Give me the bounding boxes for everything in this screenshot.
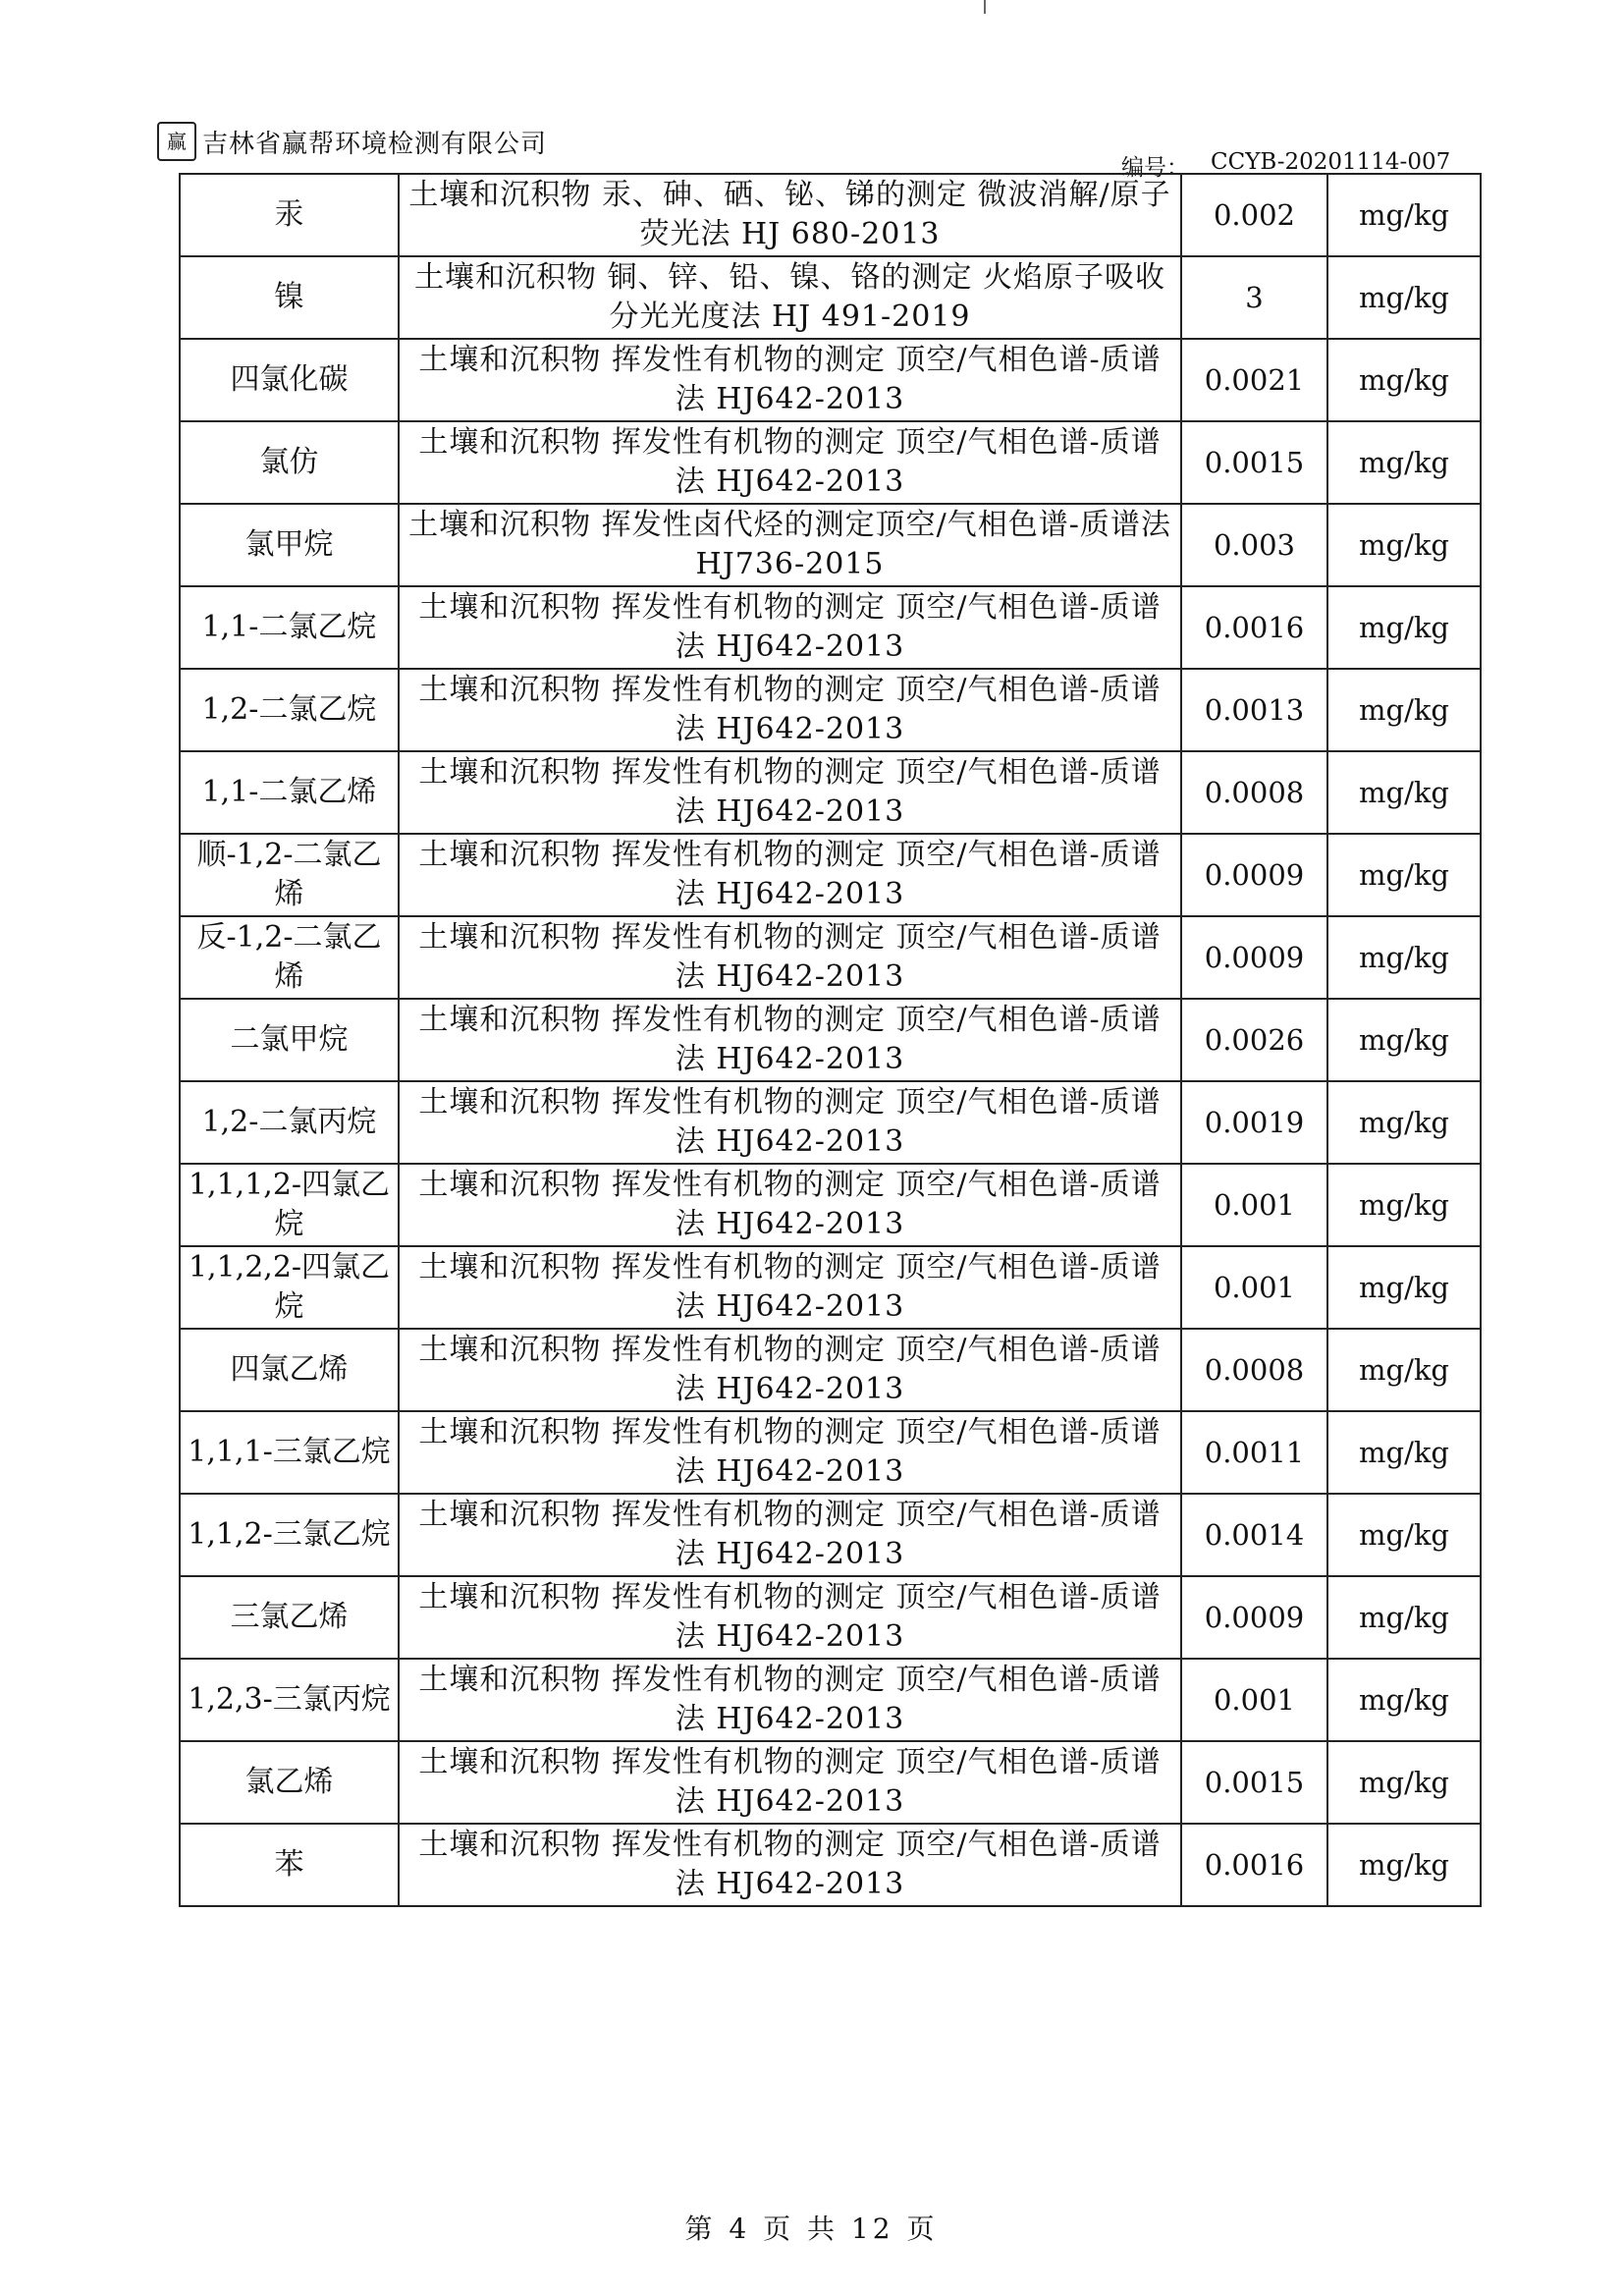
unit-cell: mg/kg — [1327, 1246, 1481, 1329]
unit-cell: mg/kg — [1327, 174, 1481, 256]
table-row — [180, 1329, 1481, 1411]
detection-limit-cell: 0.003 — [1181, 504, 1327, 586]
unit-cell: mg/kg — [1327, 1164, 1481, 1246]
unit-cell: mg/kg — [1327, 256, 1481, 339]
method-standard-cell: 土壤和沉积物 挥发性有机物的测定 顶空/气相色谱-质谱法 HJ642-2013 — [399, 916, 1181, 999]
method-standard-cell: 土壤和沉积物 挥发性有机物的测定 顶空/气相色谱-质谱法 HJ642-2013 — [399, 1246, 1181, 1329]
method-standard-cell: 土壤和沉积物 挥发性有机物的测定 顶空/气相色谱-质谱法 HJ642-2013 — [399, 339, 1181, 421]
detection-limit-cell: 0.002 — [1181, 174, 1327, 256]
detection-limit-cell: 0.0009 — [1181, 1576, 1327, 1659]
analyte-name-cell: 1,1,1-三氯乙烷 — [180, 1411, 399, 1494]
table-row — [180, 586, 1481, 669]
analyte-name-cell: 二氯甲烷 — [180, 999, 399, 1081]
table-row — [180, 339, 1481, 421]
analyte-name-cell: 三氯乙烯 — [180, 1576, 399, 1659]
unit-cell: mg/kg — [1327, 751, 1481, 834]
detection-limit-cell: 0.001 — [1181, 1246, 1327, 1329]
unit-cell: mg/kg — [1327, 421, 1481, 504]
analyte-name-cell: 氯甲烷 — [180, 504, 399, 586]
table-row — [180, 256, 1481, 339]
method-standard-cell: 土壤和沉积物 挥发性有机物的测定 顶空/气相色谱-质谱法 HJ642-2013 — [399, 1824, 1181, 1906]
detection-limit-cell: 0.0015 — [1181, 1741, 1327, 1824]
analyte-name-cell: 1,1-二氯乙烯 — [180, 751, 399, 834]
detection-limit-cell: 0.0016 — [1181, 586, 1327, 669]
unit-cell: mg/kg — [1327, 916, 1481, 999]
unit-cell: mg/kg — [1327, 1329, 1481, 1411]
detection-limit-cell: 0.0013 — [1181, 669, 1327, 751]
table-row — [180, 1081, 1481, 1164]
analyte-name-cell: 1,1,2-三氯乙烷 — [180, 1494, 399, 1576]
method-standard-cell: 土壤和沉积物 挥发性有机物的测定 顶空/气相色谱-质谱法 HJ642-2013 — [399, 834, 1181, 916]
method-standard-cell: 土壤和沉积物 挥发性有机物的测定 顶空/气相色谱-质谱法 HJ642-2013 — [399, 1741, 1181, 1824]
unit-cell: mg/kg — [1327, 1411, 1481, 1494]
method-standard-cell: 土壤和沉积物 铜、锌、铅、镍、铬的测定 火焰原子吸收分光光度法 HJ 491-2019 — [399, 256, 1181, 339]
unit-cell: mg/kg — [1327, 504, 1481, 586]
method-standard-cell: 土壤和沉积物 汞、砷、硒、铋、锑的测定 微波消解/原子荧光法 HJ 680-2013 — [399, 174, 1181, 256]
detection-limit-cell: 0.0014 — [1181, 1494, 1327, 1576]
table-row — [180, 1411, 1481, 1494]
analyte-name-cell: 1,2-二氯丙烷 — [180, 1081, 399, 1164]
table-row — [180, 1741, 1481, 1824]
detection-limit-cell: 0.0026 — [1181, 999, 1327, 1081]
analyte-name-cell: 四氯化碳 — [180, 339, 399, 421]
report-number-value: CCYB-20201114-007 — [1211, 149, 1451, 175]
report-number-label: 编号： — [1121, 155, 1189, 181]
detection-limit-cell: 0.0009 — [1181, 916, 1327, 999]
analyte-name-cell: 1,1,2,2-四氯乙烷 — [180, 1246, 399, 1329]
method-standard-cell: 土壤和沉积物 挥发性有机物的测定 顶空/气相色谱-质谱法 HJ642-2013 — [399, 1081, 1181, 1164]
table-row — [180, 669, 1481, 751]
table-row — [180, 1164, 1481, 1246]
table-row — [180, 1824, 1481, 1906]
method-standard-cell: 土壤和沉积物 挥发性有机物的测定 顶空/气相色谱-质谱法 HJ642-2013 — [399, 751, 1181, 834]
detection-limit-cell: 0.0009 — [1181, 834, 1327, 916]
analyte-name-cell: 四氯乙烯 — [180, 1329, 399, 1411]
detection-limit-cell: 0.0021 — [1181, 339, 1327, 421]
analyte-name-cell: 顺-1,2-二氯乙烯 — [180, 834, 399, 916]
analyte-name-cell: 苯 — [180, 1824, 399, 1906]
table-row — [180, 751, 1481, 834]
method-standard-cell: 土壤和沉积物 挥发性有机物的测定 顶空/气相色谱-质谱法 HJ642-2013 — [399, 586, 1181, 669]
table-row — [180, 174, 1481, 256]
unit-cell: mg/kg — [1327, 1824, 1481, 1906]
analyte-name-cell: 汞 — [180, 174, 399, 256]
table-row — [180, 504, 1481, 586]
method-standard-cell: 土壤和沉积物 挥发性有机物的测定 顶空/气相色谱-质谱法 HJ642-2013 — [399, 1164, 1181, 1246]
table-row — [180, 1659, 1481, 1741]
method-standard-cell: 土壤和沉积物 挥发性有机物的测定 顶空/气相色谱-质谱法 HJ642-2013 — [399, 1659, 1181, 1741]
detection-limit-cell: 0.0015 — [1181, 421, 1327, 504]
unit-cell: mg/kg — [1327, 1494, 1481, 1576]
analyte-name-cell: 镍 — [180, 256, 399, 339]
table-row — [180, 1576, 1481, 1659]
unit-cell: mg/kg — [1327, 999, 1481, 1081]
table-row — [180, 999, 1481, 1081]
method-standard-cell: 土壤和沉积物 挥发性有机物的测定 顶空/气相色谱-质谱法 HJ642-2013 — [399, 1329, 1181, 1411]
method-standard-cell: 土壤和沉积物 挥发性有机物的测定 顶空/气相色谱-质谱法 HJ642-2013 — [399, 669, 1181, 751]
page-number: 第 4 页 共 12 页 — [684, 2213, 939, 2245]
table-row — [180, 1246, 1481, 1329]
unit-cell: mg/kg — [1327, 1576, 1481, 1659]
method-standard-cell: 土壤和沉积物 挥发性有机物的测定 顶空/气相色谱-质谱法 HJ642-2013 — [399, 1411, 1181, 1494]
detection-limit-cell: 3 — [1181, 256, 1327, 339]
unit-cell: mg/kg — [1327, 1081, 1481, 1164]
unit-cell: mg/kg — [1327, 1659, 1481, 1741]
detection-limit-cell: 0.0016 — [1181, 1824, 1327, 1906]
table-row — [180, 916, 1481, 999]
method-standard-cell: 土壤和沉积物 挥发性有机物的测定 顶空/气相色谱-质谱法 HJ642-2013 — [399, 1494, 1181, 1576]
detection-limit-cell: 0.0019 — [1181, 1081, 1327, 1164]
analyte-name-cell: 1,1-二氯乙烷 — [180, 586, 399, 669]
table-row — [180, 1494, 1481, 1576]
detection-limit-cell: 0.0011 — [1181, 1411, 1327, 1494]
table-row — [180, 834, 1481, 916]
detection-limit-cell: 0.0008 — [1181, 1329, 1327, 1411]
analyte-name-cell: 1,1,1,2-四氯乙烷 — [180, 1164, 399, 1246]
unit-cell: mg/kg — [1327, 669, 1481, 751]
analyte-name-cell: 氯乙烯 — [180, 1741, 399, 1824]
method-standard-cell: 土壤和沉积物 挥发性有机物的测定 顶空/气相色谱-质谱法 HJ642-2013 — [399, 1576, 1181, 1659]
analyte-name-cell: 1,2-二氯乙烷 — [180, 669, 399, 751]
analyte-name-cell: 反-1,2-二氯乙烯 — [180, 916, 399, 999]
analyte-name-cell: 1,2,3-三氯丙烷 — [180, 1659, 399, 1741]
detection-limit-cell: 0.0008 — [1181, 751, 1327, 834]
detection-limit-cell: 0.001 — [1181, 1659, 1327, 1741]
method-standard-cell: 土壤和沉积物 挥发性有机物的测定 顶空/气相色谱-质谱法 HJ642-2013 — [399, 421, 1181, 504]
scan-mark — [984, 0, 986, 14]
method-standard-cell: 土壤和沉积物 挥发性有机物的测定 顶空/气相色谱-质谱法 HJ642-2013 — [399, 999, 1181, 1081]
analyte-name-cell: 氯仿 — [180, 421, 399, 504]
unit-cell: mg/kg — [1327, 339, 1481, 421]
unit-cell: mg/kg — [1327, 586, 1481, 669]
detection-limit-table — [179, 173, 1482, 1907]
company-logo-icon: 赢 — [157, 122, 196, 161]
table-row — [180, 421, 1481, 504]
detection-limit-cell: 0.001 — [1181, 1164, 1327, 1246]
method-standard-cell: 土壤和沉积物 挥发性卤代烃的测定顶空/气相色谱-质谱法 HJ736-2015 — [399, 504, 1181, 586]
page-header — [157, 120, 547, 163]
unit-cell: mg/kg — [1327, 1741, 1481, 1824]
company-name: 吉林省赢帮环境检测有限公司 — [202, 129, 548, 159]
unit-cell: mg/kg — [1327, 834, 1481, 916]
